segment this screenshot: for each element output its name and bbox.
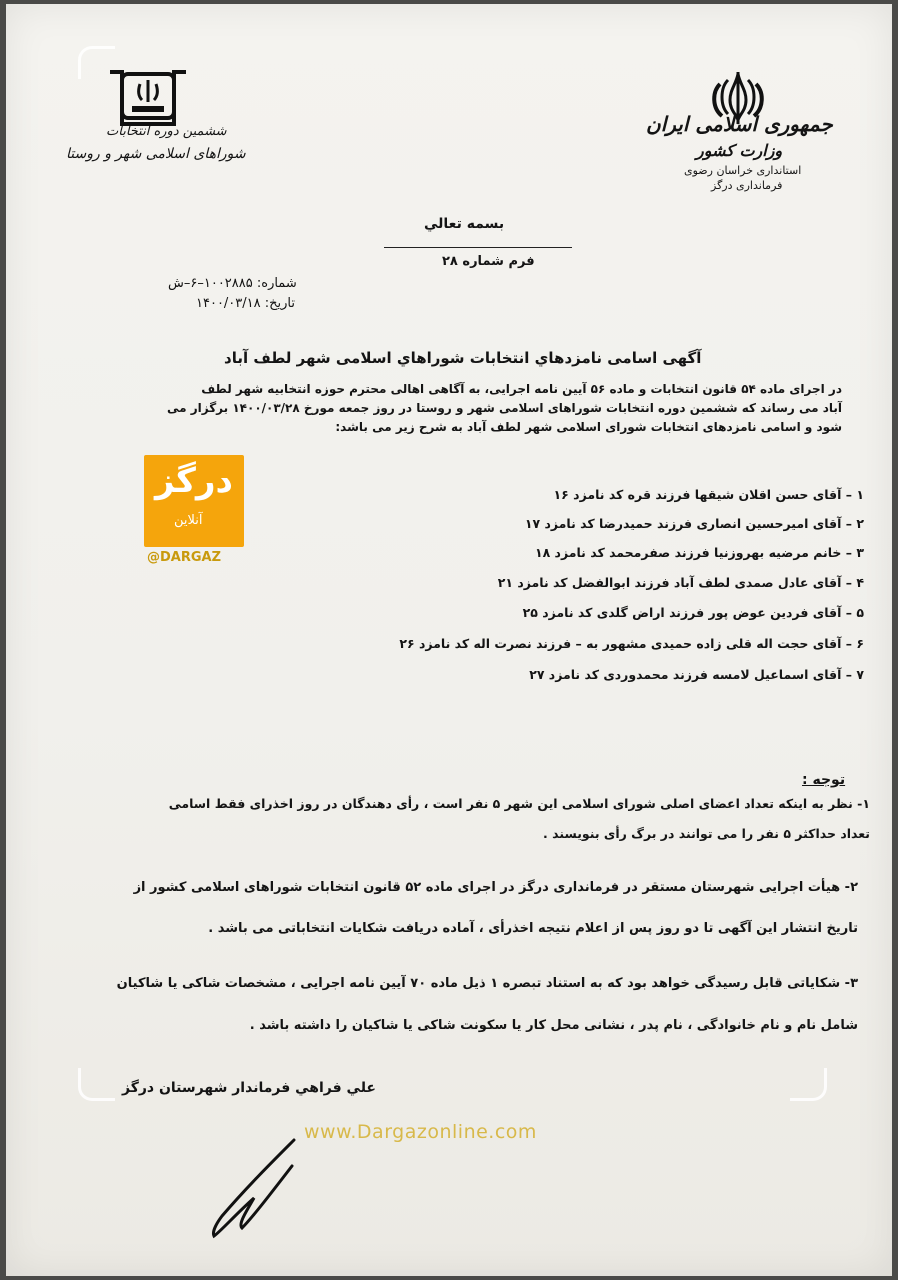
reference-date: تاريخ: ۱۴۰۰/۰۳/۱۸ xyxy=(196,296,296,311)
intro-line: آباد می رساند که ششمین دوره انتخابات شوراهای اسلامی شهر و روستا در روز جمعه مورخ ۱۴۰۰/۰۳/۲۸ برگزار می xyxy=(166,401,842,415)
candidate-item: ۴ – آقای عادل صمدی لطف آباد فرزند ابوالفضل کد نامزد ۲۱ xyxy=(497,575,864,590)
divider xyxy=(384,247,572,248)
intro-paragraph xyxy=(72,380,842,437)
candidate-item: ۲ – آقای امیرحسین انصاری فرزند حمیدرضا کد نامزد ۱۷ xyxy=(524,516,864,531)
country-name: جمهوری اسلامی ایران xyxy=(646,112,833,136)
document-page xyxy=(6,4,892,1276)
logo-name: درگز xyxy=(155,461,233,501)
note-2-line: تاریخ انتشار این آگهی تا دو روز پس از اعلام نتیجه اخذرأی ، آماده دریافت شکایات انتخاباتی می باشد . xyxy=(208,921,858,936)
office-name: فرمانداری درگز xyxy=(711,179,783,192)
reference-number: شماره: ۱۰۰۲۸۸۵–۶–ش xyxy=(168,276,297,291)
handwritten-signature xyxy=(202,1132,312,1242)
candidate-item: ۳ – خانم مرضیه بهروزنیا فرزند صفرمحمد کد نامزد ۱۸ xyxy=(534,545,864,560)
election-councils-label: شوراهای اسلامی شهر و روستا xyxy=(66,146,246,162)
intro-line: شود و اسامی نامزدهای انتخابات شورای اسلامی شهر لطف آباد به شرح زیر می باشد: xyxy=(335,420,842,434)
candidate-item: ۱ – آقای حسن اقلان شیقها فرزند قره کد نامزد ۱۶ xyxy=(553,487,864,502)
note-3-line: ۳- شکایاتی قابل رسیدگی خواهد بود که به استناد تبصره ۱ ذیل ماده ۷۰ آیین نامه اجرایی ، مشخصات شاکی یا شاکیان xyxy=(116,976,858,991)
candidate-item: ۵ – آقای فردین عوض پور فرزند اراض گلدی کد نامزد ۲۵ xyxy=(522,605,864,620)
ministry-name: وزارت کشور xyxy=(696,141,783,160)
form-number: فرم شماره ۲۸ xyxy=(442,254,535,269)
watermark-handle: @DARGAZ xyxy=(147,550,222,565)
notice-heading: توجه : xyxy=(802,772,846,788)
note-1-line: ۱- نظر به اینکه تعداد اعضای اصلی شورای اسلامی این شهر ۵ نفر است ، رأی دهندگان در روز اخذرای فقط اسامی xyxy=(168,796,870,811)
intro-line: در اجرای ماده ۵۴ قانون انتخابات و ماده ۵۶ آیین نامه اجرایی، به آگاهی اهالی محترم حوزه انتخابیه شهر لطف xyxy=(201,382,842,396)
watermark-frame-corner xyxy=(78,1068,115,1101)
election-period-label: ششمین دوره انتخابات xyxy=(106,124,227,139)
election-ballot-box-icon xyxy=(102,66,194,130)
logo-subtitle: آنلاین xyxy=(174,513,203,528)
candidate-item: ۷ – آقای اسماعیل لامسه فرزند محمدوردی کد نامزد ۲۷ xyxy=(529,667,864,682)
page-title: آگهی اسامی نامزدهاي انتخابات شوراهاي اسلامی شهر لطف آباد xyxy=(224,349,702,367)
candidate-item: ۶ – آقای حجت اله قلی زاده حمیدی مشهور به – فرزند نصرت اله کد نامزد ۲۶ xyxy=(399,636,864,651)
bismillah-heading: بسمه تعالي xyxy=(424,216,505,232)
governorate-name: استانداری خراسان رضوی xyxy=(684,164,802,177)
dargaz-online-logo xyxy=(144,455,244,547)
signatory-name: علي فراهي فرماندار شهرستان درگز xyxy=(122,1080,376,1096)
note-2-line: ۲- هیأت اجرایی شهرستان مستقر در فرمانداری درگز در اجرای ماده ۵۲ قانون انتخابات شوراهای اسلامی کشور از xyxy=(133,880,858,895)
watermark-url: www.Dargazonline.com xyxy=(304,1121,537,1143)
watermark-frame-corner xyxy=(78,46,115,79)
note-3-line: شامل نام و نام خانوادگی ، نام پدر ، نشانی محل کار یا سکونت شاکی یا شاکیان را داشته باشد . xyxy=(249,1018,858,1033)
note-1-line: تعداد حداکثر ۵ نفر را می توانند در برگ رأی بنویسند . xyxy=(543,826,870,841)
watermark-frame-corner xyxy=(790,1068,827,1101)
